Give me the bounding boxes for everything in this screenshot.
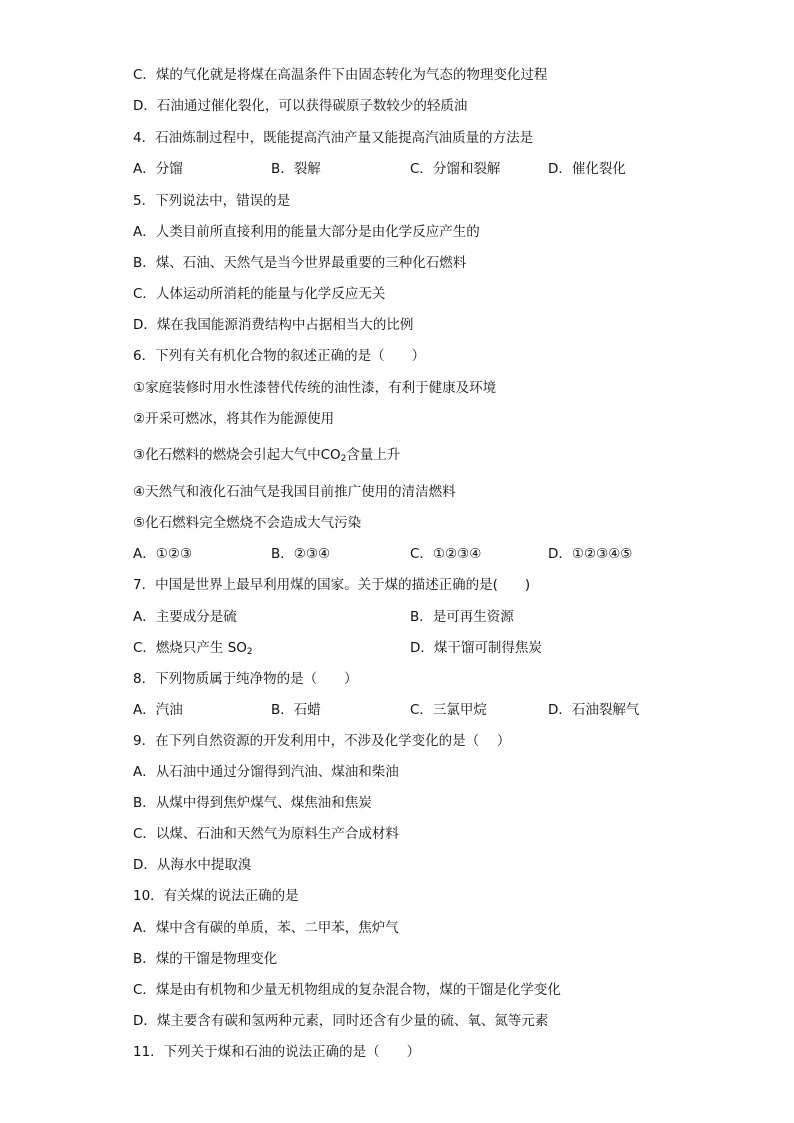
q6-statement-3-tail: 含量上升	[346, 447, 401, 463]
q6-stem: 6．下列有关有机化合物的叙述正确的是（ ）	[133, 348, 426, 364]
so2-subscript: 2	[246, 647, 253, 657]
q10-option-d: D．煤主要含有碳和氢两种元素，同时还含有少量的硫、氧、氮等元素	[133, 1013, 549, 1029]
q7-option-c-text: C．燃烧只产生 SO	[133, 640, 247, 656]
q6-option-b: B．②③④	[271, 546, 331, 562]
q6-statement-3	[133, 445, 400, 465]
q3-option-d: D．石油通过催化裂化，可以获得碳原子数较少的轻质油	[133, 98, 468, 114]
q7-option-a: A．主要成分是硫	[133, 609, 237, 625]
q5-option-d: D．煤在我国能源消费结构中占据相当大的比例	[133, 317, 414, 333]
q4-option-b: B．裂解	[271, 161, 321, 177]
q10-option-c: C．煤是由有机物和少量无机物组成的复杂混合物，煤的干馏是化学变化	[133, 982, 561, 998]
q10-option-b: B．煤的干馏是物理变化	[133, 951, 278, 967]
q6-statement-4: ④天然气和液化石油气是我国目前推广使用的清洁燃料	[133, 484, 456, 500]
q11-stem: 11．下列关于煤和石油的说法正确的是（ ）	[133, 1044, 421, 1060]
q6-statement-2: ②开采可燃冰，将其作为能源使用	[133, 411, 335, 427]
q6-statement-1: ①家庭装修时用水性漆替代传统的油性漆，有利于健康及环境	[133, 380, 497, 396]
q6-option-c: C．①②③④	[410, 546, 482, 562]
q5-stem: 5．下列说法中，错误的是	[133, 193, 291, 209]
q6-statement-5: ⑤化石燃料完全燃烧不会造成大气污染	[133, 515, 362, 531]
q5-option-a: A．人类目前所直接利用的能量大部分是由化学反应产生的	[133, 224, 480, 240]
q5-option-c: C．人体运动所消耗的能量与化学反应无关	[133, 286, 386, 302]
q8-stem: 8．下列物质属于纯净物的是（ ）	[133, 671, 358, 687]
co2-subscript: 2	[340, 454, 347, 464]
q4-option-d: D．催化裂化	[548, 161, 626, 177]
q10-stem: 10．有关煤的说法正确的是	[133, 888, 299, 904]
q7-option-b: B．是可再生资源	[410, 609, 514, 625]
q3-option-c: C．煤的气化就是将煤在高温条件下由固态转化为气态的物理变化过程	[133, 67, 548, 83]
q7-stem: 7．中国是世界上最早利用煤的国家。关于煤的描述正确的是( )	[133, 577, 531, 593]
q9-option-c: C．以煤、石油和天然气为原料生产合成材料	[133, 826, 399, 842]
q9-stem: 9．在下列自然资源的开发利用中，不涉及化学变化的是（ ）	[133, 733, 511, 749]
q9-option-d: D．从海水中提取溴	[133, 857, 252, 873]
q6-statement-3-text: ③化石燃料的燃烧会引起大气中CO	[133, 447, 341, 463]
q7-option-c	[133, 638, 253, 658]
q6-option-d: D．①②③④⑤	[548, 546, 633, 562]
q8-option-c: C．三氯甲烷	[410, 702, 487, 718]
q4-stem: 4．石油炼制过程中，既能提高汽油产量又能提高汽油质量的方法是	[133, 130, 534, 146]
q7-option-d: D．煤干馏可制得焦炭	[410, 640, 542, 656]
q6-option-a: A．①②③	[133, 546, 193, 562]
q4-option-c: C．分馏和裂解	[410, 161, 501, 177]
q10-option-a: A．煤中含有碳的单质，苯、二甲苯，焦炉气	[133, 920, 399, 936]
q9-option-b: B．从煤中得到焦炉煤气、煤焦油和焦炭	[133, 795, 372, 811]
q5-option-b: B．煤、石油、天然气是当今世界最重要的三种化石燃料	[133, 255, 467, 271]
q8-option-a: A．汽油	[133, 702, 183, 718]
q9-option-a: A．从石油中通过分馏得到汽油、煤油和柴油	[133, 764, 399, 780]
q8-option-b: B．石蜡	[271, 702, 321, 718]
q8-option-d: D．石油裂解气	[548, 702, 640, 718]
q4-option-a: A．分馏	[133, 161, 183, 177]
